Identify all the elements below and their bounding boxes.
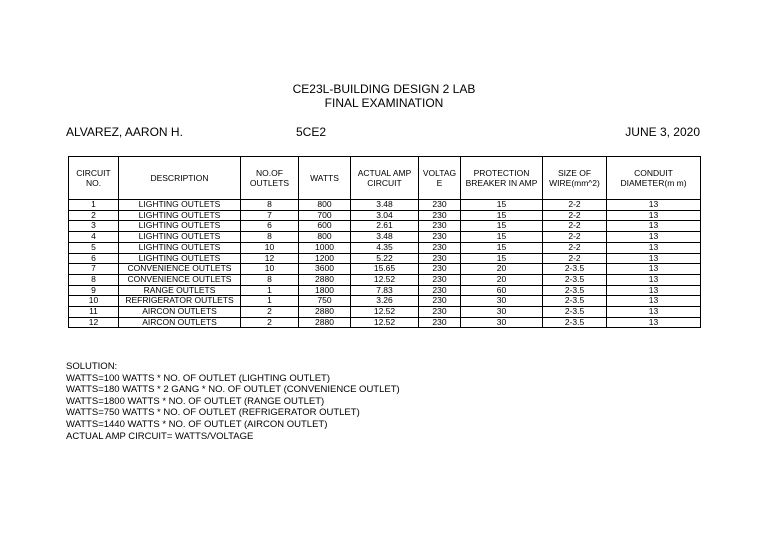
- cell-conduit: 13: [607, 264, 701, 275]
- cell-no-of-outlets: 2: [241, 307, 299, 318]
- column-header: ACTUAL AMP CIRCUIT: [351, 157, 419, 200]
- section-code: 5CE2: [296, 125, 327, 139]
- cell-conduit: 13: [607, 296, 701, 307]
- cell-no-of-outlets: 7: [241, 210, 299, 221]
- table-row: [69, 274, 701, 285]
- cell-watts: 3600: [299, 264, 351, 275]
- cell-breaker: 15: [461, 253, 543, 264]
- cell-voltage: 230: [419, 285, 461, 296]
- cell-conduit: 13: [607, 307, 701, 318]
- table-row: [69, 200, 701, 211]
- cell-wire-size: 2-2: [543, 221, 607, 232]
- cell-conduit: 13: [607, 232, 701, 243]
- cell-circuit-no: 2: [69, 210, 119, 221]
- cell-wire-size: 2-3.5: [543, 285, 607, 296]
- cell-wire-size: 2-3.5: [543, 296, 607, 307]
- cell-circuit-no: 11: [69, 307, 119, 318]
- cell-actual-amp: 3.48: [351, 232, 419, 243]
- cell-voltage: 230: [419, 307, 461, 318]
- cell-conduit: 13: [607, 317, 701, 328]
- cell-actual-amp: 3.48: [351, 200, 419, 211]
- table-row: [69, 264, 701, 275]
- table-row: [69, 307, 701, 318]
- cell-voltage: 230: [419, 210, 461, 221]
- cell-conduit: 13: [607, 210, 701, 221]
- cell-description: LIGHTING OUTLETS: [119, 232, 241, 243]
- cell-actual-amp: 7.83: [351, 285, 419, 296]
- cell-watts: 800: [299, 232, 351, 243]
- table-header-row: [69, 157, 701, 200]
- cell-watts: 2880: [299, 307, 351, 318]
- cell-actual-amp: 12.52: [351, 307, 419, 318]
- cell-breaker: 30: [461, 307, 543, 318]
- cell-conduit: 13: [607, 274, 701, 285]
- cell-no-of-outlets: 1: [241, 285, 299, 296]
- cell-circuit-no: 4: [69, 232, 119, 243]
- cell-conduit: 13: [607, 285, 701, 296]
- cell-breaker: 20: [461, 274, 543, 285]
- solution-heading: SOLUTION:: [66, 361, 118, 372]
- cell-circuit-no: 5: [69, 242, 119, 253]
- cell-description: LIGHTING OUTLETS: [119, 200, 241, 211]
- cell-no-of-outlets: 8: [241, 232, 299, 243]
- cell-breaker: 15: [461, 210, 543, 221]
- column-header: VOLTAG E: [419, 157, 461, 200]
- title-line-1: CE23L-BUILDING DESIGN 2 LAB: [292, 82, 476, 96]
- solution-notes: [66, 361, 400, 442]
- cell-watts: 750: [299, 296, 351, 307]
- load-schedule-table: [68, 156, 701, 328]
- document-title: [0, 82, 768, 110]
- cell-watts: 600: [299, 221, 351, 232]
- cell-actual-amp: 3.26: [351, 296, 419, 307]
- cell-voltage: 230: [419, 232, 461, 243]
- cell-wire-size: 2-2: [543, 200, 607, 211]
- cell-voltage: 230: [419, 200, 461, 211]
- cell-no-of-outlets: 10: [241, 264, 299, 275]
- cell-voltage: 230: [419, 296, 461, 307]
- cell-wire-size: 2-3.5: [543, 307, 607, 318]
- cell-actual-amp: 12.52: [351, 317, 419, 328]
- cell-wire-size: 2-2: [543, 232, 607, 243]
- table-row: [69, 242, 701, 253]
- cell-wire-size: 2-3.5: [543, 317, 607, 328]
- cell-wire-size: 2-3.5: [543, 264, 607, 275]
- cell-watts: 1800: [299, 285, 351, 296]
- column-header: CIRCUIT NO.: [69, 157, 119, 200]
- cell-wire-size: 2-2: [543, 253, 607, 264]
- cell-description: LIGHTING OUTLETS: [119, 253, 241, 264]
- cell-voltage: 230: [419, 253, 461, 264]
- solution-line: WATTS=100 WATTS * NO. OF OUTLET (LIGHTING OUTLET): [66, 372, 331, 384]
- column-header: SIZE OF WIRE(mm^2): [543, 157, 607, 200]
- cell-description: AIRCON OUTLETS: [119, 317, 241, 328]
- cell-circuit-no: 1: [69, 200, 119, 211]
- cell-breaker: 20: [461, 264, 543, 275]
- cell-actual-amp: 5.22: [351, 253, 419, 264]
- solution-line: WATTS=750 WATTS * NO. OF OUTLET (REFRIGERATOR OUTLET): [66, 407, 360, 419]
- table-row: [69, 232, 701, 243]
- cell-conduit: 13: [607, 200, 701, 211]
- cell-wire-size: 2-3.5: [543, 274, 607, 285]
- cell-no-of-outlets: 10: [241, 242, 299, 253]
- column-header: CONDUIT DIAMETER(m m): [607, 157, 701, 200]
- table-row: [69, 285, 701, 296]
- solution-line: WATTS=180 WATTS * 2 GANG * NO. OF OUTLET (CONVENIENCE OUTLET): [66, 384, 400, 396]
- cell-breaker: 15: [461, 221, 543, 232]
- cell-breaker: 30: [461, 296, 543, 307]
- cell-no-of-outlets: 6: [241, 221, 299, 232]
- cell-actual-amp: 12.52: [351, 274, 419, 285]
- cell-voltage: 230: [419, 221, 461, 232]
- cell-breaker: 60: [461, 285, 543, 296]
- column-header: NO.OF OUTLETS: [241, 157, 299, 200]
- cell-breaker: 15: [461, 242, 543, 253]
- cell-circuit-no: 8: [69, 274, 119, 285]
- cell-actual-amp: 4.35: [351, 242, 419, 253]
- cell-voltage: 230: [419, 317, 461, 328]
- table-row: [69, 317, 701, 328]
- cell-description: LIGHTING OUTLETS: [119, 210, 241, 221]
- cell-breaker: 15: [461, 200, 543, 211]
- cell-voltage: 230: [419, 264, 461, 275]
- table-body: [69, 200, 701, 328]
- cell-description: RANGE OUTLETS: [119, 285, 241, 296]
- cell-conduit: 13: [607, 253, 701, 264]
- cell-wire-size: 2-2: [543, 210, 607, 221]
- cell-no-of-outlets: 2: [241, 317, 299, 328]
- cell-voltage: 230: [419, 274, 461, 285]
- cell-actual-amp: 3.04: [351, 210, 419, 221]
- cell-actual-amp: 2.61: [351, 221, 419, 232]
- cell-no-of-outlets: 8: [241, 200, 299, 211]
- solution-line: WATTS=1800 WATTS * NO. OF OUTLET (RANGE OUTLET): [66, 395, 325, 407]
- exam-date: JUNE 3, 2020: [625, 125, 700, 139]
- cell-watts: 2880: [299, 274, 351, 285]
- table-row: [69, 210, 701, 221]
- cell-description: LIGHTING OUTLETS: [119, 221, 241, 232]
- cell-description: LIGHTING OUTLETS: [119, 242, 241, 253]
- cell-description: CONVENIENCE OUTLETS: [119, 264, 241, 275]
- cell-circuit-no: 10: [69, 296, 119, 307]
- cell-no-of-outlets: 12: [241, 253, 299, 264]
- cell-description: CONVENIENCE OUTLETS: [119, 274, 241, 285]
- student-name: ALVAREZ, AARON H.: [66, 125, 183, 139]
- table-row: [69, 221, 701, 232]
- column-header: PROTECTION BREAKER IN AMP: [461, 157, 543, 200]
- cell-actual-amp: 15.65: [351, 264, 419, 275]
- cell-conduit: 13: [607, 221, 701, 232]
- cell-circuit-no: 6: [69, 253, 119, 264]
- cell-voltage: 230: [419, 242, 461, 253]
- table-row: [69, 253, 701, 264]
- cell-description: REFRIGERATOR OUTLETS: [119, 296, 241, 307]
- cell-circuit-no: 9: [69, 285, 119, 296]
- table-row: [69, 296, 701, 307]
- cell-circuit-no: 7: [69, 264, 119, 275]
- cell-watts: 1000: [299, 242, 351, 253]
- cell-conduit: 13: [607, 242, 701, 253]
- title-line-2: FINAL EXAMINATION: [324, 96, 444, 110]
- cell-watts: 1200: [299, 253, 351, 264]
- cell-circuit-no: 12: [69, 317, 119, 328]
- cell-no-of-outlets: 8: [241, 274, 299, 285]
- cell-no-of-outlets: 1: [241, 296, 299, 307]
- cell-breaker: 15: [461, 232, 543, 243]
- cell-wire-size: 2-2: [543, 242, 607, 253]
- cell-watts: 700: [299, 210, 351, 221]
- cell-watts: 2880: [299, 317, 351, 328]
- cell-circuit-no: 3: [69, 221, 119, 232]
- solution-line: WATTS=1440 WATTS * NO. OF OUTLET (AIRCON OUTLET): [66, 418, 328, 430]
- solution-line: ACTUAL AMP CIRCUIT= WATTS/VOLTAGE: [66, 430, 254, 442]
- cell-breaker: 30: [461, 317, 543, 328]
- column-header: DESCRIPTION: [119, 157, 241, 200]
- column-header: WATTS: [299, 157, 351, 200]
- cell-description: AIRCON OUTLETS: [119, 307, 241, 318]
- cell-watts: 800: [299, 200, 351, 211]
